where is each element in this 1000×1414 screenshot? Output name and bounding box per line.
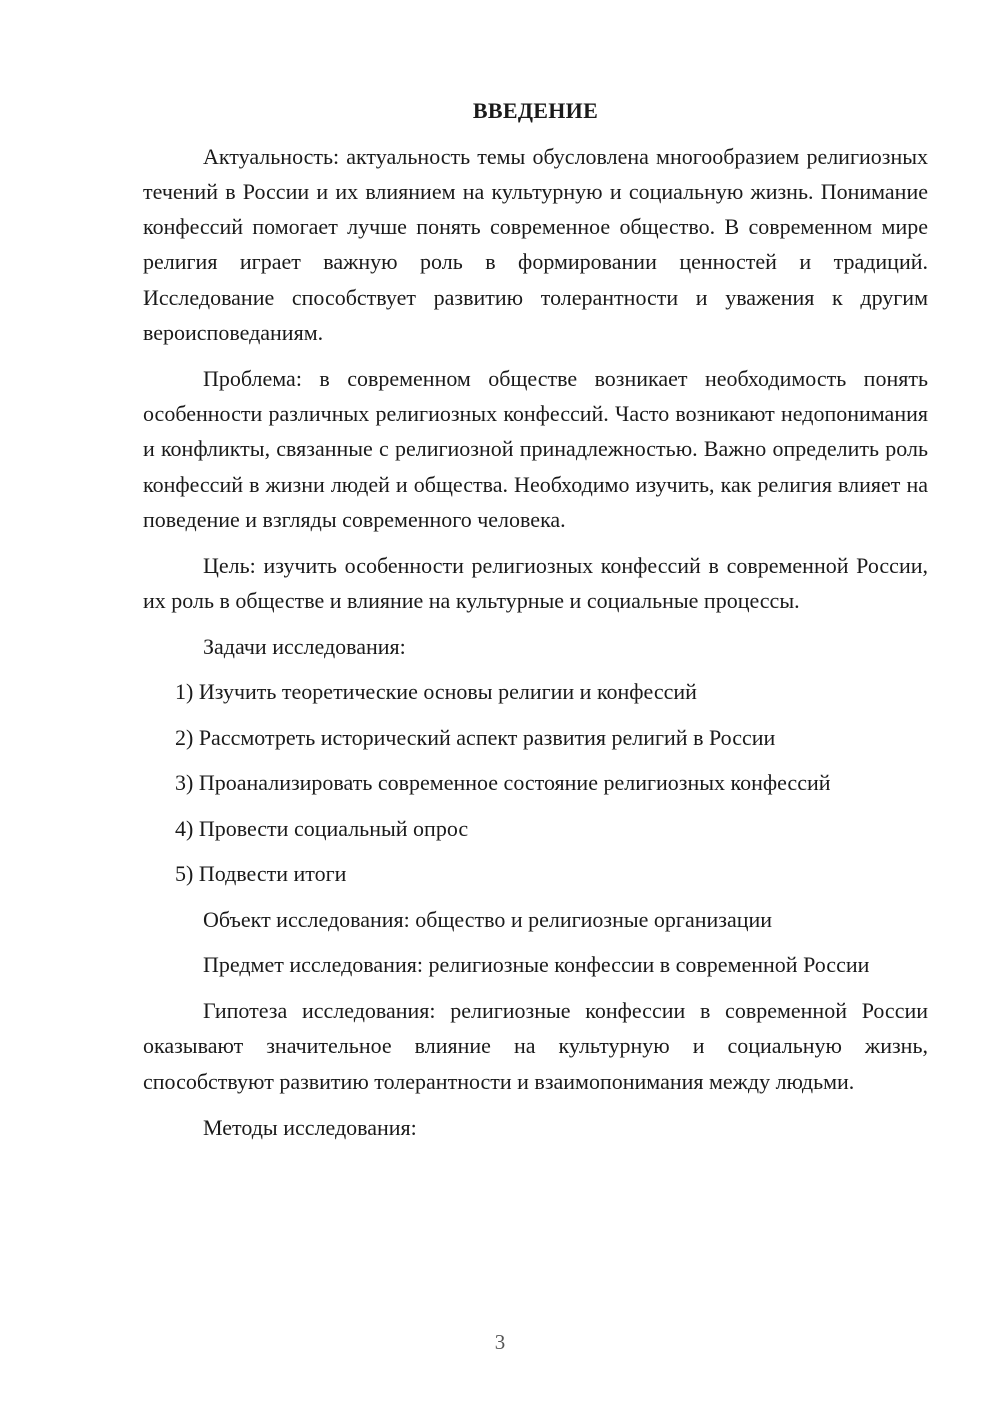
section-title: ВВЕДЕНИЕ bbox=[472, 98, 599, 123]
hypothesis-paragraph: Гипотеза исследования: религиозные конфессии в современной России оказывают значительное влияние на культурную и социальную жизнь, способствуют развитию толерантности и взаимопонимания между людьми. bbox=[143, 998, 928, 1094]
document-page bbox=[143, 93, 928, 1145]
list-item: 2) Рассмотреть исторический аспект развития религий в России bbox=[175, 724, 776, 750]
goal-paragraph: Цель: изучить особенности религиозных конфессий в современной России, их роль в обществе и влияние на культурные и социальные процессы. bbox=[143, 552, 928, 614]
relevance-paragraph: Актуальность: актуальность темы обусловлена многообразием религиозных течений в России и их влиянием на культурную и социальную жизнь. Понимание конфессий помогает лучше понять современное общество. В современном мире религия играет важную роль в формировании ценностей и традиций. Исследование способствует развитию толерантности и уважения к другим вероисповеданиям. bbox=[143, 143, 928, 345]
object-paragraph: Объект исследования: общество и религиозные организации bbox=[203, 906, 773, 932]
tasks-list bbox=[143, 674, 928, 891]
methods-heading: Методы исследования: bbox=[203, 1114, 417, 1140]
subject-paragraph: Предмет исследования: религиозные конфессии в современной России bbox=[203, 952, 870, 978]
list-item: 5) Подвести итоги bbox=[175, 861, 347, 887]
list-item: 4) Провести социальный опрос bbox=[175, 815, 469, 841]
page-number: 3 bbox=[494, 1330, 506, 1354]
list-item: 3) Проанализировать современное состояние религиозных конфессий bbox=[175, 770, 831, 796]
tasks-heading: Задачи исследования: bbox=[203, 633, 406, 659]
problem-paragraph: Проблема: в современном обществе возникает необходимость понять особенности различных религиозных конфессий. Часто возникают недопонимания и конфликты, связанные с религиозной принадлежностью. Важно определить роль конфессий в жизни людей и общества. Необходимо изучить, как религия влияет на поведение и взгляды современного человека. bbox=[143, 365, 928, 532]
list-item: 1) Изучить теоретические основы религии и конфессий bbox=[175, 679, 697, 705]
